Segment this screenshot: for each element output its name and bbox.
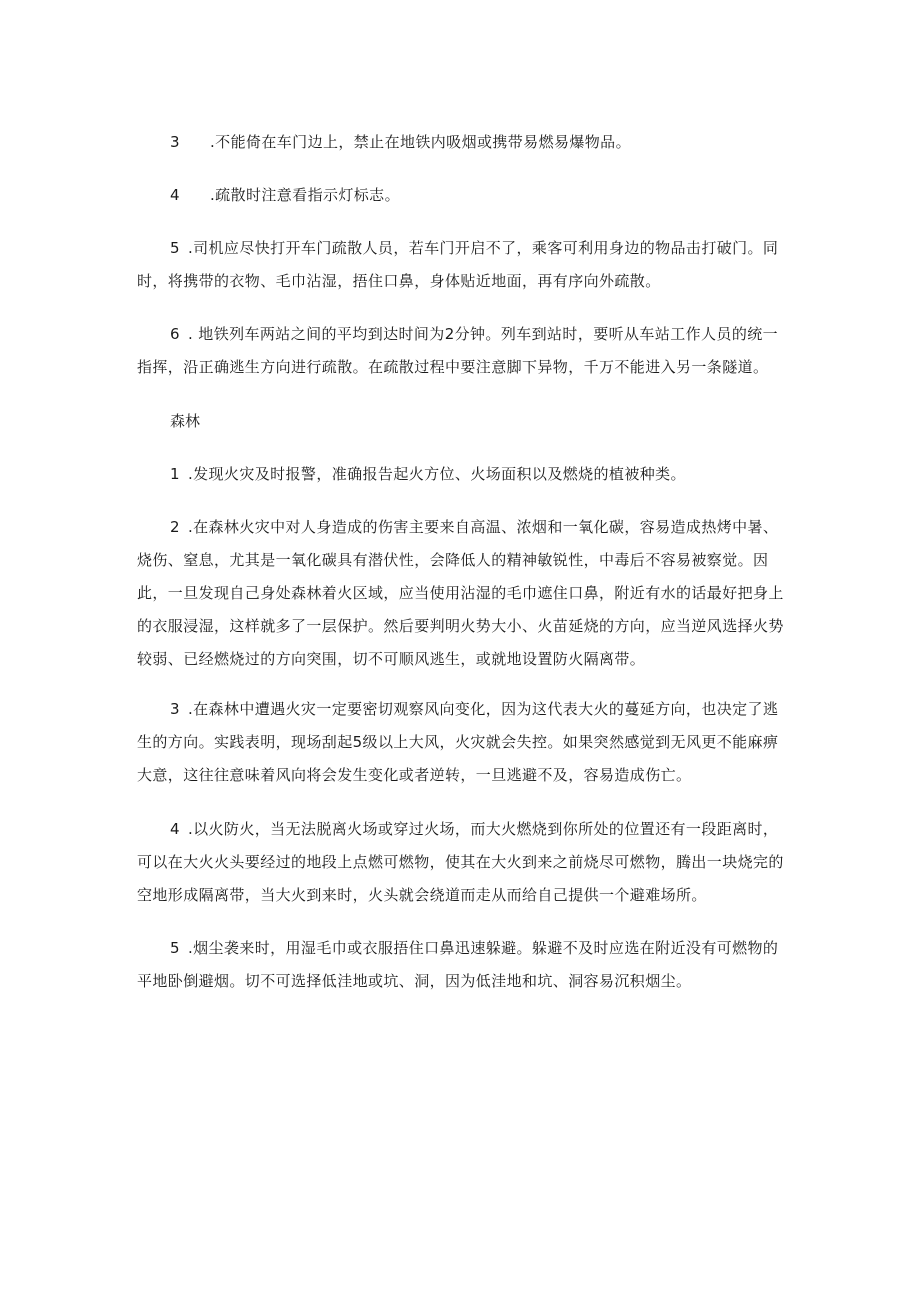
item-number: 5 [170,239,180,257]
item-text: .以火防火，当无法脱离火场或穿过火场，而大火燃烧到你所处的位置还有一段距离时，可以在大火火头要经过的地段上点燃可燃物，使其在大火到来之前烧尽可燃物，腾出一块烧完的空地形成隔离带，当大火到来时，火头就会绕道而走从而给自己提供一个避难场所。 [137,820,784,904]
forest-item-1 [137,458,787,491]
item-number: 6 [170,325,180,343]
item-text: .发现火灾及时报警，准确报告起火方位、火场面积以及燃烧的植被种类。 [187,465,686,483]
forest-item-5 [137,932,787,998]
subway-item-3 [137,126,787,159]
forest-item-2 [137,511,787,676]
subway-item-4 [137,179,787,212]
section-heading-forest: 森林 [170,412,201,430]
item-text: . 地铁列车两站之间的平均到达时间为2分钟。列车到站时，要听从车站工作人员的统一指挥，沿正确逃生方向进行疏散。在疏散过程中要注意脚下异物，千万不能进入另一条隧道。 [137,325,779,376]
item-text: .在森林火灾中对人身造成的伤害主要来自高温、浓烟和一氧化碳，容易造成热烤中暑、烧伤、窒息，尤其是一氧化碳具有潜伏性，会降低人的精神敏锐性，中毒后不容易被察觉。因此，一旦发现自己身处森林着火区域，应当使用沾湿的毛巾遮住口鼻，附近有水的话最好把身上的衣服浸湿，这样就多了一层保护。然后要判明火势大小、火苗延烧的方向，应当逆风选择火势较弱、已经燃烧过的方向突围，切不可顺风逃生，或就地设置防火隔离带。 [137,518,784,668]
item-number: 4 [170,820,180,838]
item-number: 4 [170,186,180,204]
item-text: .烟尘袭来时，用湿毛巾或衣服捂住口鼻迅速躲避。躲避不及时应选在附近没有可燃物的平地卧倒避烟。切不可选择低洼地或坑、洞，因为低洼地和坑、洞容易沉积烟尘。 [137,939,779,990]
item-number: 1 [170,465,180,483]
forest-item-3 [137,693,787,792]
item-number: 3 [170,700,180,718]
item-text: .在森林中遭遇火灾一定要密切观察风向变化，因为这代表大火的蔓延方向，也决定了逃生的方向。实践表明，现场刮起5级以上大风，火灾就会失控。如果突然感觉到无风更不能麻痹大意，这往往意味着风向将会发生变化或者逆转，一旦逃避不及，容易造成伤亡。 [137,700,779,784]
subway-item-5 [137,232,787,298]
item-number: 5 [170,939,180,957]
item-text: .不能倚在车门边上，禁止在地铁内吸烟或携带易燃易爆物品。 [210,133,631,151]
item-text: .司机应尽快打开车门疏散人员，若车门开启不了，乘客可利用身边的物品击打破门。同时，将携带的衣物、毛巾沾湿，捂住口鼻，身体贴近地面，再有序向外疏散。 [137,239,779,290]
forest-item-4 [137,813,787,912]
item-number: 3 [170,133,180,151]
item-number: 2 [170,518,180,536]
subway-item-6 [137,318,787,384]
item-text: .疏散时注意看指示灯标志。 [210,186,400,204]
